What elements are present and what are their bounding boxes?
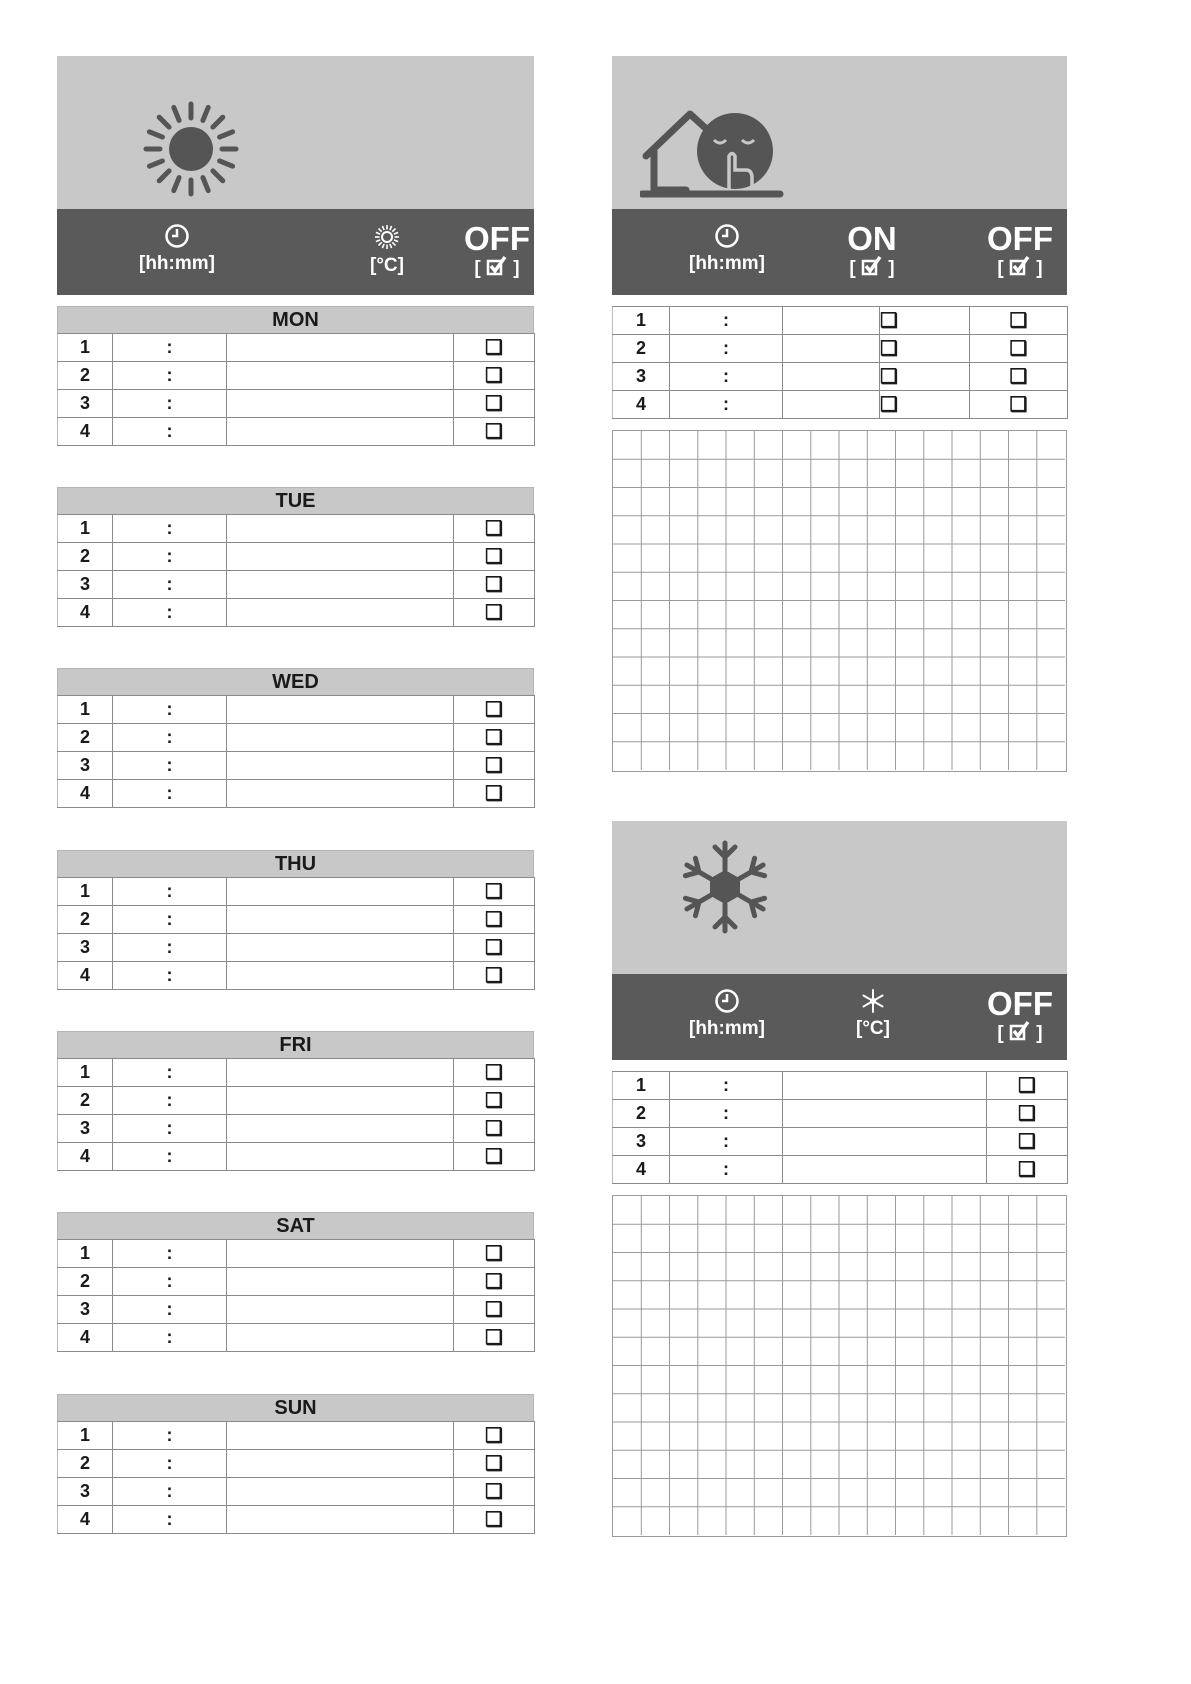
table-row <box>58 1059 535 1087</box>
table-row <box>58 362 535 390</box>
table-row <box>58 752 535 780</box>
off-check-label: [ ] <box>980 255 1060 280</box>
temperature-field[interactable] <box>227 934 454 962</box>
temperature-field[interactable] <box>227 780 454 808</box>
row-number: 3 <box>58 934 113 962</box>
table-row <box>58 906 535 934</box>
temperature-field[interactable] <box>227 1450 454 1478</box>
time-field[interactable]: : <box>113 1506 227 1534</box>
time-field[interactable]: : <box>113 780 227 808</box>
off-checkbox[interactable]: ❑ <box>454 390 535 418</box>
on-column-header <box>832 209 912 295</box>
row-number: 3 <box>58 1115 113 1143</box>
temperature-field[interactable] <box>227 599 454 627</box>
temperature-field[interactable] <box>227 334 454 362</box>
day-title: TUE <box>57 487 534 514</box>
clock-icon <box>714 223 740 249</box>
row-number: 3 <box>58 390 113 418</box>
cooling-panel-bar <box>612 974 1067 1060</box>
temp-label: [°C] <box>856 1018 890 1039</box>
temperature-field[interactable] <box>227 1240 454 1268</box>
off-checkbox[interactable]: ❑ <box>454 599 535 627</box>
time-field[interactable]: : <box>113 571 227 599</box>
temperature-field[interactable] <box>227 1268 454 1296</box>
off-checkbox[interactable]: ❑ <box>454 934 535 962</box>
clock-icon <box>714 988 740 1014</box>
off-label: OFF <box>987 985 1053 1022</box>
off-checkbox[interactable]: ❑ <box>454 543 535 571</box>
off-label: OFF <box>987 220 1053 257</box>
row-number: 4 <box>58 1324 113 1352</box>
temperature-field[interactable] <box>227 1115 454 1143</box>
off-checkbox[interactable]: ❑ <box>454 696 535 724</box>
off-checkbox[interactable]: ❑ <box>454 1059 535 1087</box>
row-number: 1 <box>613 1072 670 1100</box>
time-field[interactable]: : <box>113 418 227 446</box>
row-number: 1 <box>58 1059 113 1087</box>
day-schedule-sat <box>57 1212 534 1352</box>
off-checkbox[interactable]: ❑ <box>454 1268 535 1296</box>
time-field[interactable]: : <box>113 362 227 390</box>
row-number: 1 <box>58 696 113 724</box>
table-row <box>58 1115 535 1143</box>
comfort-panel-header <box>57 56 534 295</box>
off-checkbox[interactable]: ❑ <box>454 962 535 990</box>
table-row <box>58 1450 535 1478</box>
off-column-header <box>980 974 1060 1060</box>
off-checkbox[interactable]: ❑ <box>454 1143 535 1171</box>
row-number: 2 <box>58 906 113 934</box>
time-field[interactable]: : <box>113 752 227 780</box>
day-schedule-fri <box>57 1031 534 1171</box>
time-field[interactable]: : <box>670 1128 783 1156</box>
cooling-notes-grid <box>612 1195 1067 1537</box>
row-number: 4 <box>58 1143 113 1171</box>
time-field[interactable]: : <box>670 363 783 391</box>
table-row <box>58 334 535 362</box>
off-checkbox[interactable]: ❑ <box>987 1156 1068 1184</box>
table-row <box>58 515 535 543</box>
day-title: THU <box>57 850 534 877</box>
time-field[interactable]: : <box>113 1115 227 1143</box>
off-checkbox[interactable]: ❑ <box>454 1115 535 1143</box>
off-checkbox[interactable]: ❑ <box>970 363 1068 391</box>
off-checkbox[interactable]: ❑ <box>454 1087 535 1115</box>
table-row <box>58 599 535 627</box>
table-row <box>58 962 535 990</box>
off-checkbox[interactable]: ❑ <box>454 515 535 543</box>
temperature-field[interactable] <box>227 1422 454 1450</box>
table-row <box>58 571 535 599</box>
row-number: 2 <box>613 1100 670 1128</box>
time-label: [hh:mm] <box>139 253 215 274</box>
temperature-field[interactable] <box>227 1296 454 1324</box>
on-checkbox[interactable]: ❑ <box>880 391 970 419</box>
temp-column-header <box>337 209 437 295</box>
table-row <box>58 390 535 418</box>
time-field[interactable]: : <box>113 878 227 906</box>
cooling-schedule-table <box>612 1071 1067 1184</box>
temperature-field[interactable] <box>227 571 454 599</box>
blank-field <box>783 391 880 419</box>
temperature-field[interactable] <box>227 1506 454 1534</box>
blank-field <box>783 335 880 363</box>
time-column-header <box>117 209 237 295</box>
off-checkbox[interactable]: ❑ <box>454 1324 535 1352</box>
table-row <box>58 1087 535 1115</box>
row-number: 1 <box>58 1240 113 1268</box>
table-row <box>58 724 535 752</box>
table-row <box>58 1478 535 1506</box>
time-field[interactable]: : <box>113 906 227 934</box>
off-checkbox[interactable]: ❑ <box>987 1100 1068 1128</box>
table-row <box>58 1240 535 1268</box>
off-checkbox[interactable]: ❑ <box>454 752 535 780</box>
table-row <box>58 1268 535 1296</box>
time-field[interactable]: : <box>113 1087 227 1115</box>
table-row <box>58 696 535 724</box>
table-row <box>613 1128 1068 1156</box>
row-number: 1 <box>58 1422 113 1450</box>
temp-label: [°C] <box>370 255 404 276</box>
time-field[interactable]: : <box>113 1296 227 1324</box>
time-field[interactable]: : <box>113 696 227 724</box>
on-checkbox[interactable]: ❑ <box>880 335 970 363</box>
quiet-notes-grid <box>612 430 1067 772</box>
temperature-field[interactable] <box>227 1087 454 1115</box>
checked-box-icon <box>1009 255 1031 277</box>
off-check-label: [ ] <box>980 1020 1060 1045</box>
temperature-field[interactable] <box>227 1143 454 1171</box>
time-field[interactable]: : <box>113 1478 227 1506</box>
off-checkbox[interactable]: ❑ <box>970 391 1068 419</box>
time-field[interactable]: : <box>113 724 227 752</box>
off-checkbox[interactable]: ❑ <box>454 1296 535 1324</box>
day-schedule-mon <box>57 306 534 446</box>
temperature-field[interactable] <box>783 1100 987 1128</box>
row-number: 4 <box>613 1156 670 1184</box>
row-number: 3 <box>58 1296 113 1324</box>
table-row <box>58 1422 535 1450</box>
table-row <box>58 418 535 446</box>
time-field[interactable]: : <box>670 1156 783 1184</box>
quiet-house-icon <box>640 94 790 204</box>
time-field[interactable]: : <box>113 962 227 990</box>
table-row <box>613 1072 1068 1100</box>
temperature-field[interactable] <box>227 1478 454 1506</box>
off-checkbox[interactable]: ❑ <box>454 1422 535 1450</box>
off-checkbox[interactable]: ❑ <box>987 1072 1068 1100</box>
temperature-field[interactable] <box>227 390 454 418</box>
time-field[interactable]: : <box>670 1100 783 1128</box>
day-schedule-tue <box>57 487 534 627</box>
time-field[interactable]: : <box>670 335 783 363</box>
off-checkbox[interactable]: ❑ <box>970 307 1068 335</box>
off-column-header <box>980 209 1060 295</box>
table-row <box>58 934 535 962</box>
off-checkbox[interactable]: ❑ <box>454 878 535 906</box>
checked-box-icon <box>1009 1020 1031 1042</box>
temperature-field[interactable] <box>227 906 454 934</box>
snowflake-icon <box>675 837 775 937</box>
clock-icon <box>164 223 190 249</box>
off-checkbox[interactable]: ❑ <box>454 906 535 934</box>
row-number: 2 <box>58 1087 113 1115</box>
row-number: 3 <box>613 1128 670 1156</box>
off-checkbox[interactable]: ❑ <box>454 1478 535 1506</box>
temperature-field[interactable] <box>227 1059 454 1087</box>
table-row <box>58 780 535 808</box>
temperature-field[interactable] <box>783 1072 987 1100</box>
row-number: 4 <box>613 391 670 419</box>
temperature-field[interactable] <box>227 515 454 543</box>
temperature-field[interactable] <box>227 362 454 390</box>
off-check-label: [ ] <box>457 255 537 280</box>
row-number: 2 <box>58 543 113 571</box>
day-title: SUN <box>57 1394 534 1421</box>
quiet-schedule-table <box>612 306 1067 419</box>
time-field[interactable]: : <box>113 1059 227 1087</box>
row-number: 4 <box>58 1506 113 1534</box>
temperature-field[interactable] <box>227 724 454 752</box>
table-row <box>613 391 1068 419</box>
temperature-field[interactable] <box>227 752 454 780</box>
checked-box-icon <box>861 255 883 277</box>
day-schedule-sun <box>57 1394 534 1534</box>
day-schedule-wed <box>57 668 534 808</box>
day-schedule-thu <box>57 850 534 990</box>
row-number: 2 <box>58 724 113 752</box>
row-number: 4 <box>58 780 113 808</box>
day-title: WED <box>57 668 534 695</box>
row-number: 1 <box>58 515 113 543</box>
grid-lines <box>613 1196 1065 1535</box>
row-number: 2 <box>58 1450 113 1478</box>
temperature-field[interactable] <box>783 1156 987 1184</box>
time-field[interactable]: : <box>670 307 783 335</box>
off-checkbox[interactable]: ❑ <box>454 724 535 752</box>
time-column-header <box>677 209 777 295</box>
temperature-field[interactable] <box>227 543 454 571</box>
on-check-label: [ ] <box>832 255 912 280</box>
table-row <box>58 1506 535 1534</box>
time-label: [hh:mm] <box>689 253 765 274</box>
table-row <box>58 878 535 906</box>
off-checkbox[interactable]: ❑ <box>454 362 535 390</box>
time-field[interactable]: : <box>113 934 227 962</box>
sun-small-icon <box>373 223 401 251</box>
temperature-field[interactable] <box>227 418 454 446</box>
off-column-header <box>457 209 537 295</box>
table-row <box>613 363 1068 391</box>
table-row <box>58 1143 535 1171</box>
table-row <box>58 1296 535 1324</box>
off-checkbox[interactable]: ❑ <box>454 1450 535 1478</box>
temperature-field[interactable] <box>783 1128 987 1156</box>
temperature-field[interactable] <box>227 962 454 990</box>
table-row <box>613 307 1068 335</box>
row-number: 4 <box>58 418 113 446</box>
grid-lines <box>613 431 1065 770</box>
time-field[interactable]: : <box>113 390 227 418</box>
on-checkbox[interactable]: ❑ <box>880 307 970 335</box>
row-number: 3 <box>58 571 113 599</box>
row-number: 2 <box>613 335 670 363</box>
on-label: ON <box>847 220 897 257</box>
quiet-panel-header <box>612 56 1067 295</box>
time-field[interactable]: : <box>113 1324 227 1352</box>
day-title: MON <box>57 306 534 333</box>
row-number: 4 <box>58 599 113 627</box>
row-number: 3 <box>613 363 670 391</box>
snowflake-small-icon <box>860 988 886 1014</box>
temperature-field[interactable] <box>227 1324 454 1352</box>
quiet-panel-bar <box>612 209 1067 295</box>
off-checkbox[interactable]: ❑ <box>987 1128 1068 1156</box>
row-number: 2 <box>58 1268 113 1296</box>
time-field[interactable]: : <box>113 1450 227 1478</box>
table-row <box>613 1100 1068 1128</box>
row-number: 2 <box>58 362 113 390</box>
time-field[interactable]: : <box>670 391 783 419</box>
row-number: 1 <box>613 307 670 335</box>
row-number: 1 <box>58 878 113 906</box>
temperature-field[interactable] <box>227 878 454 906</box>
temperature-field[interactable] <box>227 696 454 724</box>
on-checkbox[interactable]: ❑ <box>880 363 970 391</box>
time-field[interactable]: : <box>113 1268 227 1296</box>
comfort-panel-top <box>57 56 534 209</box>
checked-box-icon <box>486 255 508 277</box>
time-field[interactable]: : <box>113 599 227 627</box>
table-row <box>613 1156 1068 1184</box>
off-checkbox[interactable]: ❑ <box>454 571 535 599</box>
day-title: SAT <box>57 1212 534 1239</box>
cooling-panel-top <box>612 821 1067 974</box>
time-field[interactable]: : <box>113 334 227 362</box>
blank-field <box>783 307 880 335</box>
table-row <box>58 543 535 571</box>
cooling-panel-header <box>612 821 1067 1060</box>
sun-icon <box>136 94 246 204</box>
time-field[interactable]: : <box>113 515 227 543</box>
off-checkbox[interactable]: ❑ <box>454 334 535 362</box>
row-number: 3 <box>58 752 113 780</box>
time-label: [hh:mm] <box>689 1018 765 1039</box>
table-row <box>58 1324 535 1352</box>
time-column-header <box>677 974 777 1060</box>
off-checkbox[interactable]: ❑ <box>454 1240 535 1268</box>
comfort-panel-bar <box>57 209 534 295</box>
off-checkbox[interactable]: ❑ <box>970 335 1068 363</box>
table-row <box>613 335 1068 363</box>
off-checkbox[interactable]: ❑ <box>454 418 535 446</box>
off-label: OFF <box>464 220 530 257</box>
time-field[interactable]: : <box>113 1240 227 1268</box>
row-number: 1 <box>58 334 113 362</box>
time-field[interactable]: : <box>113 1422 227 1450</box>
quiet-panel-top <box>612 56 1067 209</box>
time-field[interactable]: : <box>670 1072 783 1100</box>
time-field[interactable]: : <box>113 543 227 571</box>
off-checkbox[interactable]: ❑ <box>454 1506 535 1534</box>
time-field[interactable]: : <box>113 1143 227 1171</box>
blank-field <box>783 363 880 391</box>
day-title: FRI <box>57 1031 534 1058</box>
row-number: 3 <box>58 1478 113 1506</box>
temp-column-header <box>830 974 916 1060</box>
row-number: 4 <box>58 962 113 990</box>
off-checkbox[interactable]: ❑ <box>454 780 535 808</box>
